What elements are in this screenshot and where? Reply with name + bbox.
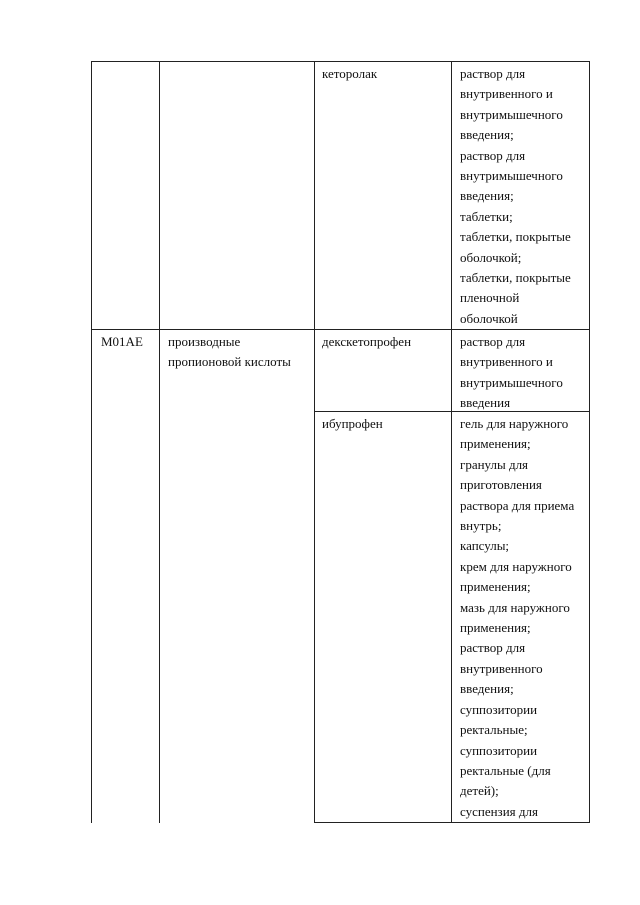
dosage-form-line: капсулы; <box>460 538 510 554</box>
drug-group-line: пропионовой кислоты <box>168 354 291 370</box>
dosage-form-line: введения; <box>460 188 514 204</box>
dosage-form-line: суппозитории <box>460 742 538 758</box>
dosage-form-line: применения; <box>460 620 531 636</box>
dosage-form-line: внутривенного и <box>460 354 553 370</box>
dosage-form-line: раствор для <box>460 147 526 163</box>
dosage-forms-cell <box>460 332 563 414</box>
column-divider-drug <box>451 61 452 823</box>
dosage-form-line: мазь для наружного <box>460 599 570 615</box>
atc-code-cell: M01AE <box>101 334 143 349</box>
table-border-left <box>91 61 92 823</box>
dosage-form-line: таблетки, покрытые <box>460 229 571 245</box>
dosage-form-line: раствор для <box>460 640 526 656</box>
dosage-form-line: введения <box>460 395 511 411</box>
drug-name-cell: ибупрофен <box>322 416 383 431</box>
dosage-form-line: введения; <box>460 681 514 697</box>
drug-name-cell: декскетопрофен <box>322 334 412 349</box>
dosage-form-line: внутримышечного <box>460 374 563 390</box>
dosage-form-line: суспензия для <box>460 803 538 819</box>
dosage-form-line: гранулы для <box>460 456 529 472</box>
dosage-form-line: детей); <box>460 783 499 799</box>
dosage-form-line: суппозитории <box>460 701 538 717</box>
column-divider-code <box>159 61 160 823</box>
dosage-form-line: внутримышечного <box>460 168 563 184</box>
dosage-form-line: крем для наружного <box>460 558 572 574</box>
dosage-form-line: раствор для <box>460 334 526 349</box>
dosage-forms-cell <box>460 64 571 329</box>
dosage-form-line: ректальные; <box>460 722 528 738</box>
dosage-forms-cell <box>460 414 574 822</box>
dosage-form-line: таблетки; <box>460 208 513 224</box>
dosage-form-line: внутривенного <box>460 660 543 676</box>
dosage-form-line: введения; <box>460 127 514 143</box>
dosage-form-line: раствора для приема <box>460 497 575 513</box>
dosage-form-line: внутривенного и <box>460 86 553 102</box>
dosage-form-line: применения; <box>460 579 531 595</box>
dosage-form-line: внутримышечного <box>460 106 563 122</box>
column-divider-group <box>314 61 315 823</box>
dosage-form-line: оболочкой <box>460 310 518 326</box>
dosage-form-line: оболочкой; <box>460 249 522 265</box>
dosage-form-line: применения; <box>460 436 531 452</box>
table-border-top <box>91 61 590 62</box>
drug-name-cell: кеторолак <box>322 66 378 81</box>
dosage-form-line: гель для наружного <box>460 416 569 431</box>
table-border-bottom-partial <box>314 822 590 823</box>
dosage-form-line: таблетки, покрытые <box>460 270 571 286</box>
drug-group-cell <box>168 332 291 373</box>
dosage-form-line: раствор для <box>460 66 526 81</box>
dosage-form-line: пленочной <box>460 290 520 306</box>
dosage-form-line: приготовления <box>460 477 542 493</box>
drug-group-line: производные <box>168 334 241 349</box>
table-border-right <box>589 61 590 823</box>
dosage-form-line: внутрь; <box>460 518 502 534</box>
dosage-form-line: ректальные (для <box>460 762 551 778</box>
